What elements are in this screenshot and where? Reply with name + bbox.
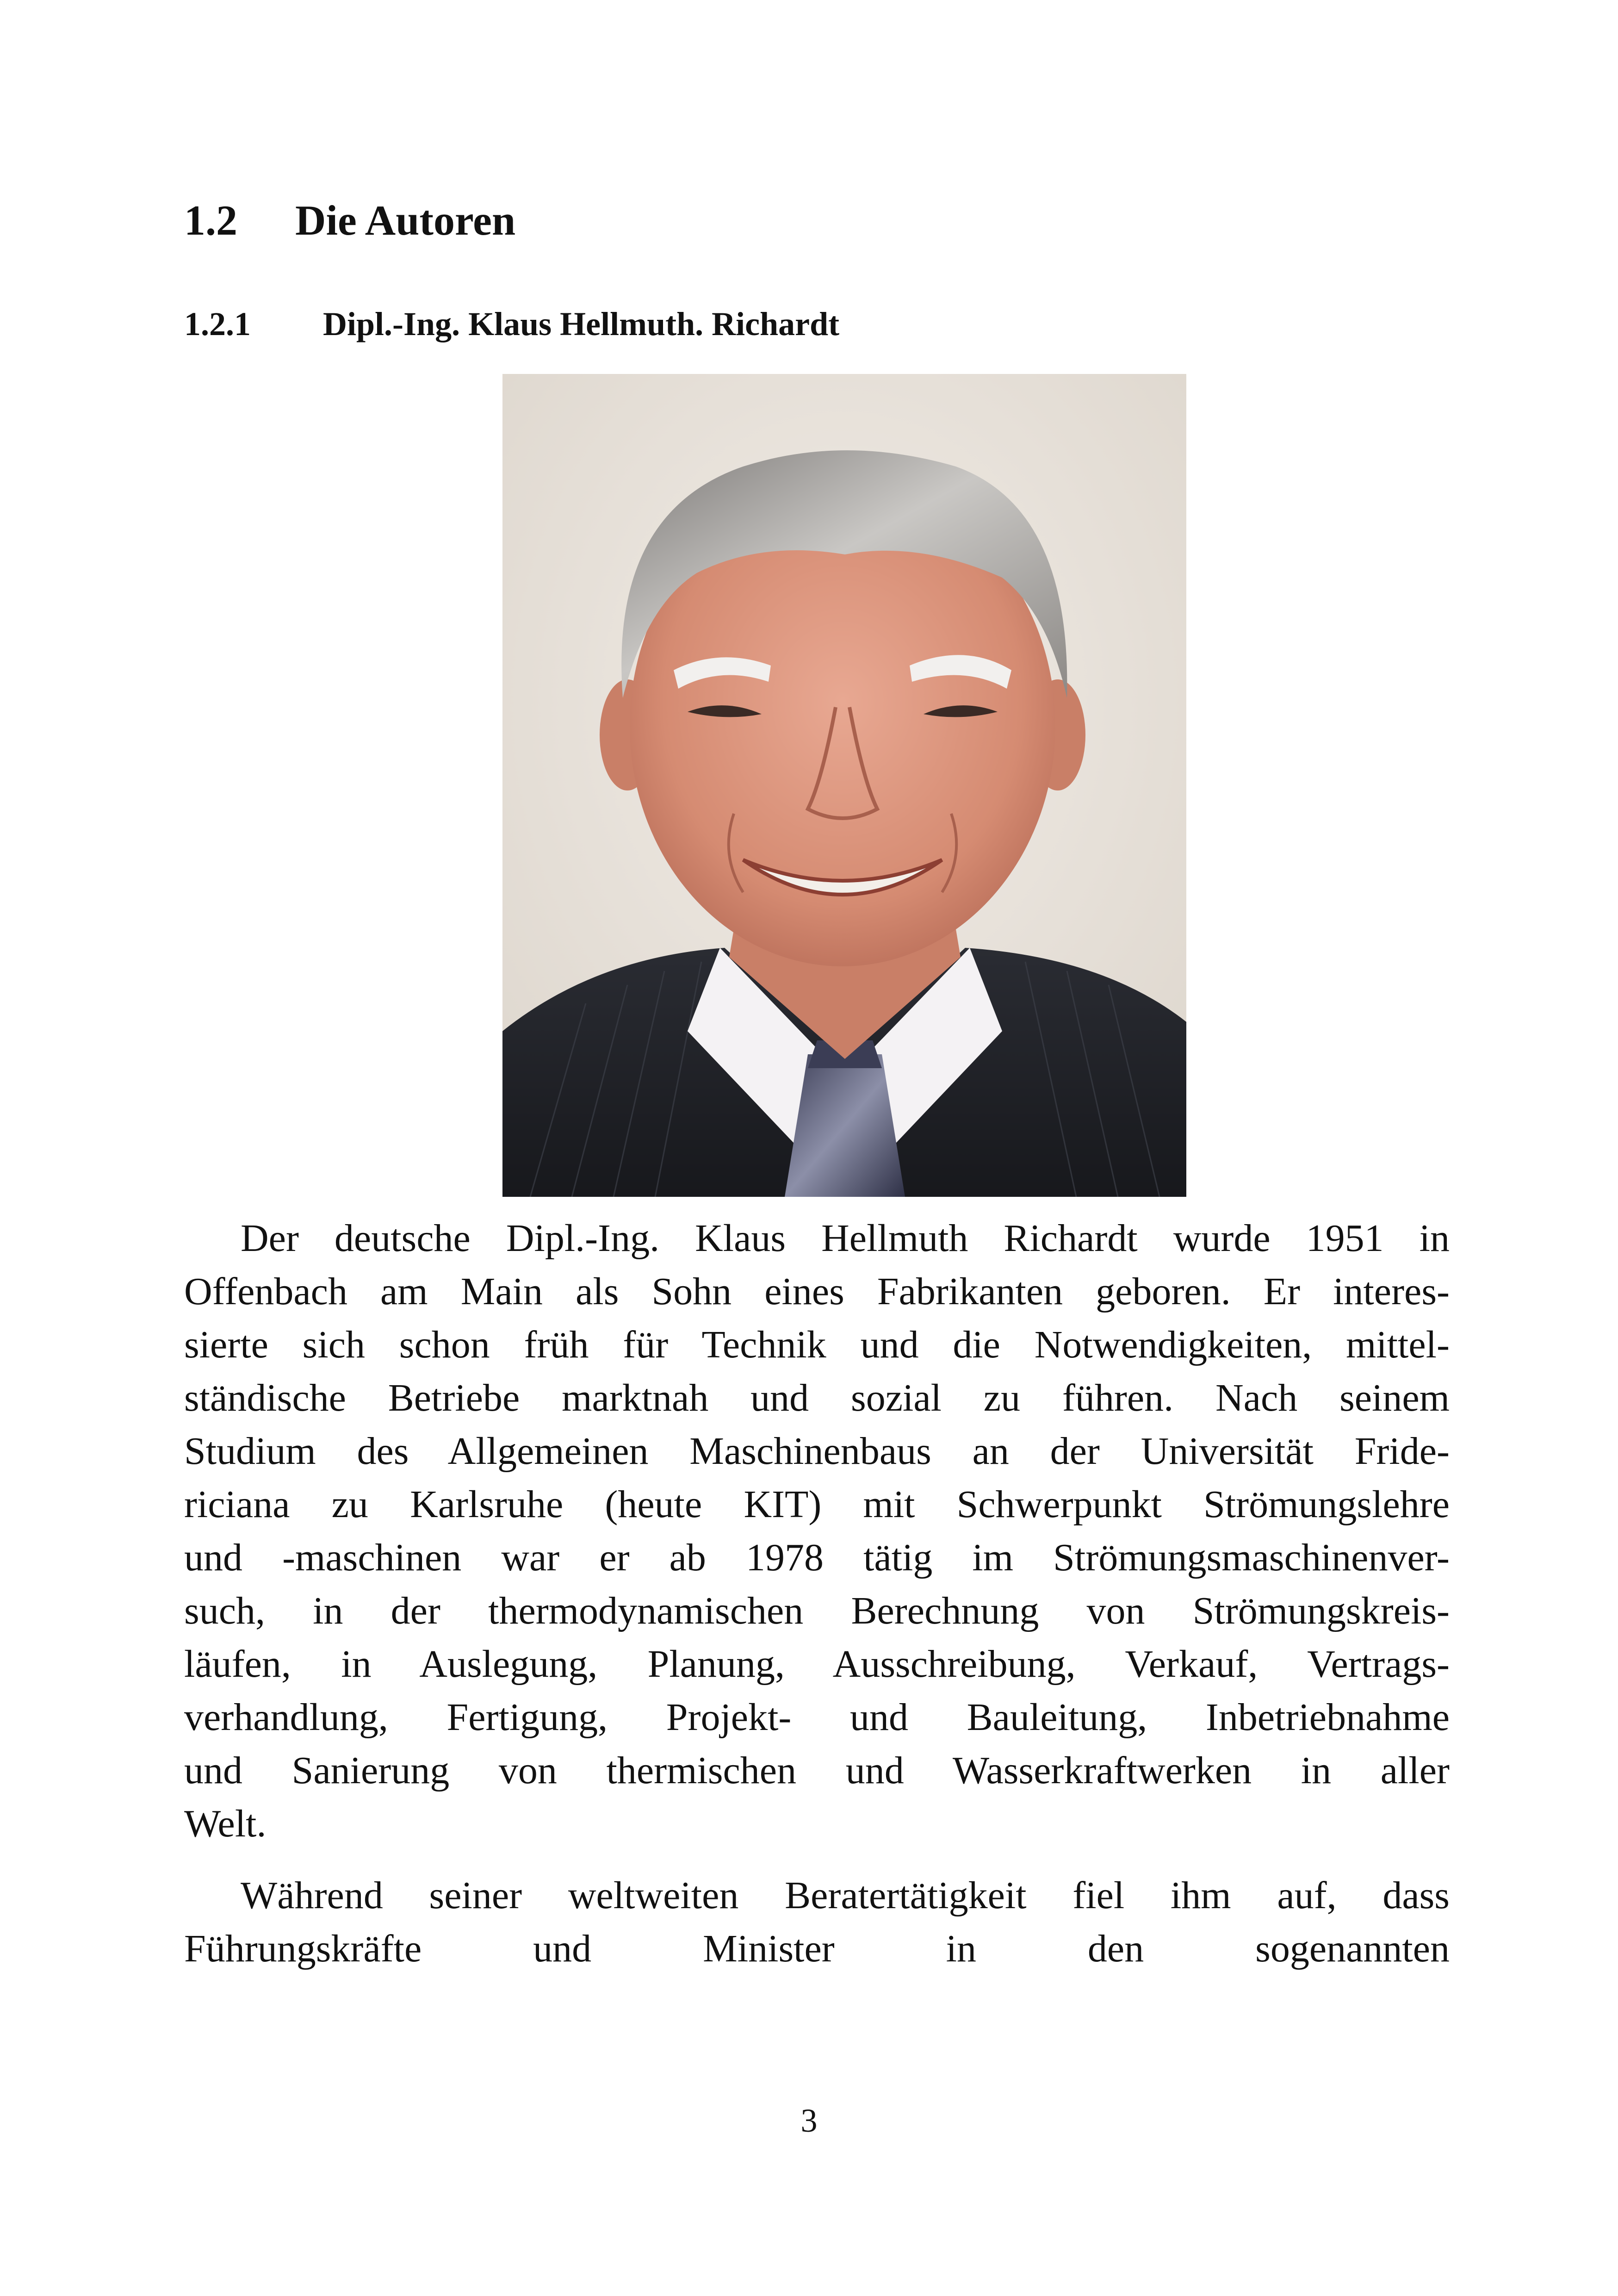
text-line: Studium des Allgemeinen Maschinenbaus an der Universität Fride- — [184, 1430, 1450, 1473]
author-portrait-photo — [502, 374, 1186, 1197]
text-line: sierte sich schon früh für Technik und die Notwendigkeiten, mittel- — [184, 1323, 1450, 1366]
biography-paragraph-2 — [184, 1869, 1450, 1975]
subsection-number: 1.2.1 — [184, 305, 251, 342]
text-line: verhandlung, Fertigung, Projekt- und Bauleitung, Inbetriebnahme — [184, 1696, 1450, 1739]
section-heading — [184, 199, 515, 242]
text-line: Welt. — [184, 1802, 267, 1845]
text-line: such, in der thermodynamischen Berechnung von Strömungskreis- — [184, 1589, 1450, 1632]
text-line: riciana zu Karlsruhe (heute KIT) mit Schwerpunkt Strömungslehre — [184, 1483, 1450, 1526]
text-line: Der deutsche Dipl.-Ing. Klaus Hellmuth Richardt wurde 1951 in — [241, 1217, 1450, 1260]
text-line: und -maschinen war er ab 1978 tätig im Strömungsmaschinenver- — [184, 1536, 1450, 1579]
page-number: 3 — [800, 2102, 818, 2139]
text-line: ständische Betriebe marktnah und sozial zu führen. Nach seinem — [184, 1376, 1450, 1419]
text-line: und Sanierung von thermischen und Wasserkraftwerken in aller — [184, 1749, 1450, 1792]
text-line: läufen, in Auslegung, Planung, Ausschreibung, Verkauf, Vertrags- — [184, 1643, 1450, 1686]
subsection-title: Dipl.-Ing. Klaus Hellmuth. Richardt — [323, 305, 840, 342]
section-title: Die Autoren — [295, 197, 516, 244]
text-line: Führungskräfte und Minister in den sogenannten — [184, 1927, 1450, 1970]
section-number: 1.2 — [184, 197, 237, 244]
biography-paragraph-1 — [184, 1212, 1450, 1850]
subsection-heading — [184, 307, 839, 341]
text-line: Während seiner weltweiten Beratertätigkeit fiel ihm auf, dass — [241, 1874, 1450, 1917]
text-line: Offenbach am Main als Sohn eines Fabrikanten geboren. Er interes- — [184, 1270, 1450, 1313]
